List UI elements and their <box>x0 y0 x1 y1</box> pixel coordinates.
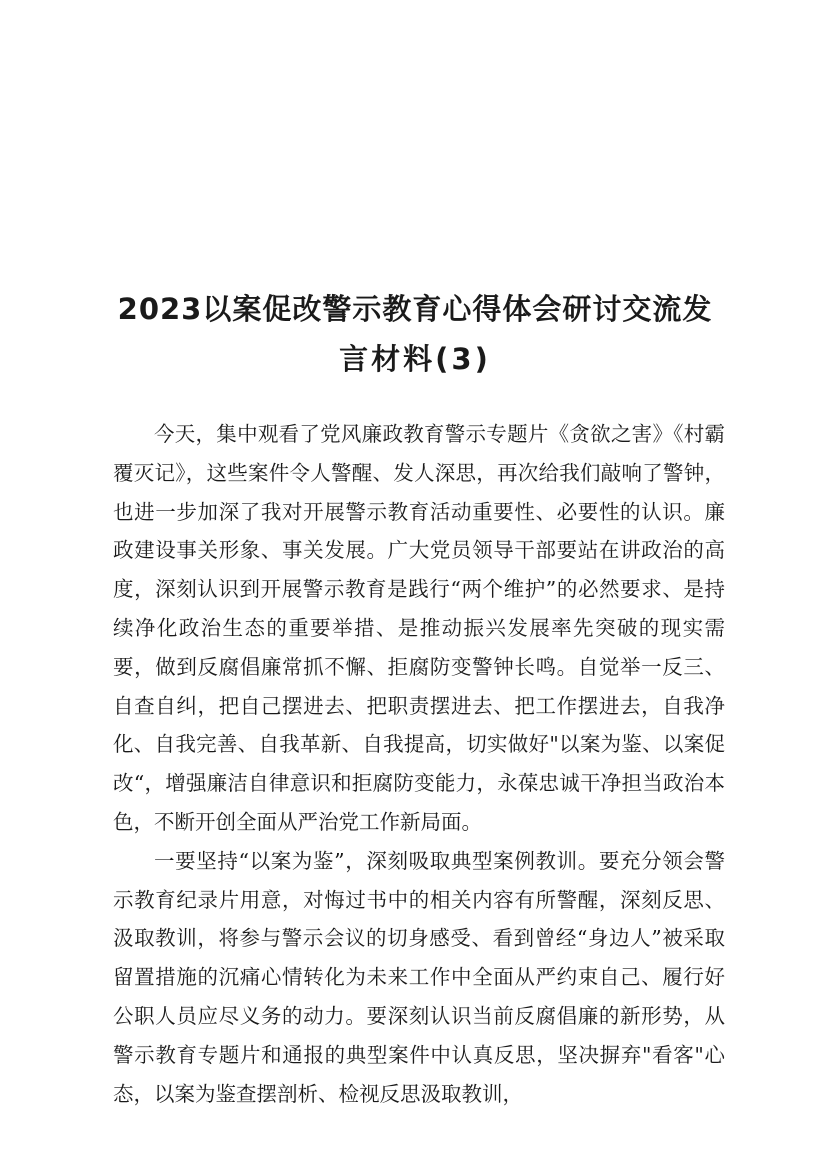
paragraph-1: 今天，集中观看了党风廉政教育警示专题片《贪欲之害》《村霸覆灭记》，这些案件令人警醒、发人深思，再次给我们敲响了警钟，也进一步加深了我对开展警示教育活动重要性、必要性的认识。廉政建设事关形象、事关发展。广大党员领导干部要站在讲政治的高度，深刻认识到开展警示教育是践行“两个维护”的必然要求、是持续净化政治生态的重要举措、是推动振兴发展率先突破的现实需要，做到反腐倡廉常抓不懈、拒腐防变警钟长鸣。自觉举一反三、自查自纠，把自己摆进去、把职责摆进去、把工作摆进去，自我净化、自我完善、自我革新、自我提高，切实做好"以案为鉴、以案促改“，增强廉洁自律意识和拒腐防变能力，永葆忠诚干净担当政治本色，不断开创全面从严治党工作新局面。 <box>113 422 725 834</box>
document-body <box>113 415 725 1113</box>
paragraph-2: 一要坚持“以案为鉴”，深刻吸取典型案例教训。要充分领会警示教育纪录片用意，对悔过书中的相关内容有所警醒，深刻反思、汲取教训，将参与警示会议的切身感受、看到曾经“身边人”被采取留置措施的沉痛心情转化为未来工作中全面从严约束自己、履行好公职人员应尽义务的动力。要深刻认识当前反腐倡廉的新形势，从警示教育专题片和通报的典型案件中认真反思，坚决摒弃"看客"心态，以案为鉴查摆剖析、检视反思汲取教训， <box>113 848 725 1106</box>
document-title-line-2: 言材料(3) <box>339 342 491 376</box>
document-title-line-1: 2023以案促改警示教育心得体会研讨交流发 <box>117 292 713 326</box>
